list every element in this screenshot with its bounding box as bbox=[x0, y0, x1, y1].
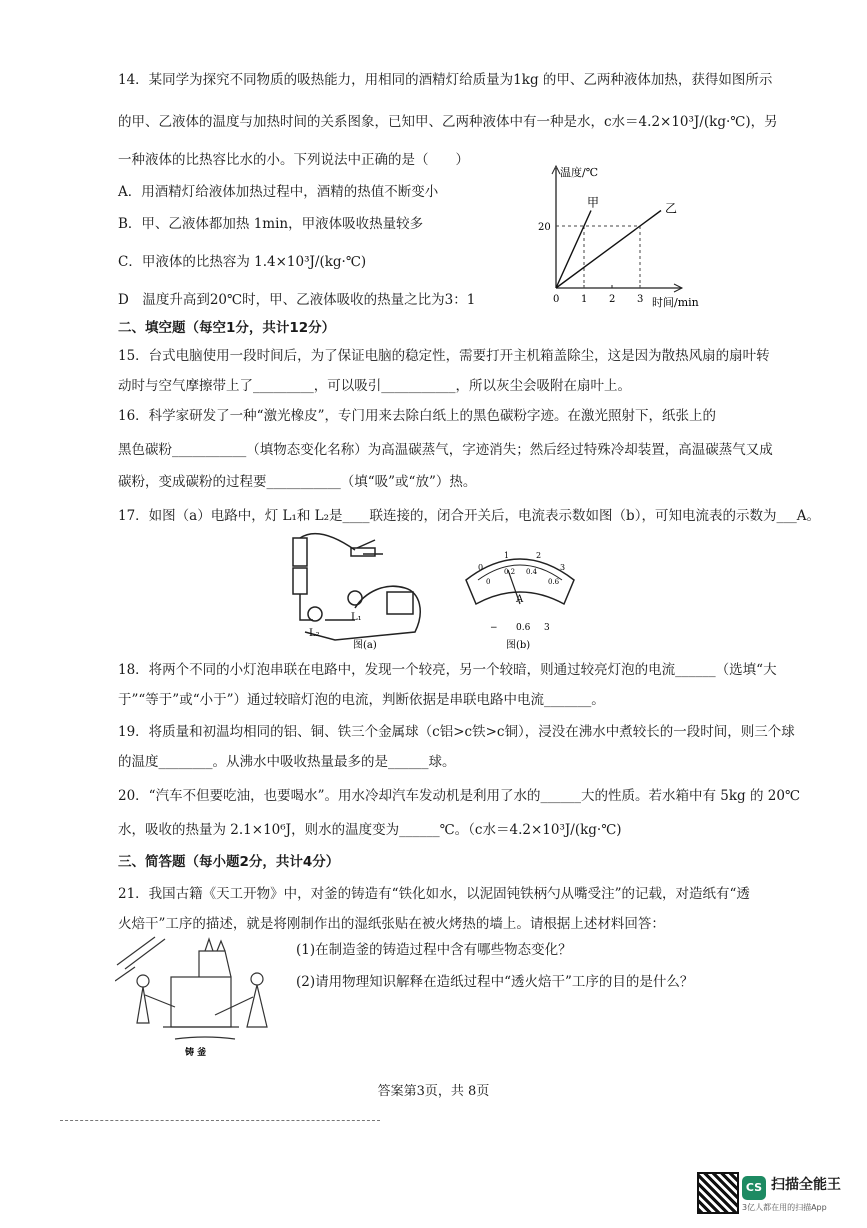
section-2-title: 二、填空题（每空1分，共计12分） bbox=[118, 320, 336, 336]
casting-illustration bbox=[115, 935, 290, 1060]
q14-option-a: A．用酒精灯给液体加热过程中，酒精的热值不断变小 bbox=[118, 184, 439, 200]
q16-line3: 碳粉，变成碳粉的过程要___________（填“吸”或“放”）热。 bbox=[118, 474, 477, 490]
battery-icon bbox=[293, 538, 307, 566]
ammeter-unit: A bbox=[516, 594, 524, 605]
figure-b-caption: 图(b) bbox=[506, 640, 531, 651]
worker-right-icon bbox=[251, 973, 263, 985]
camscanner-logo: CS bbox=[742, 1176, 766, 1200]
terminal-3: 3 bbox=[544, 623, 550, 633]
q15-line2: 动时与空气摩擦带上了_________，可以吸引___________，所以灰尘会吸附在扇叶上。 bbox=[118, 378, 631, 394]
q21-line1: 21．我国古籍《天工开物》中，对釜的铸造有“铁化如水，以泥固钝铁柄勺从嘴受注”的记载，对造纸有“透 bbox=[118, 886, 750, 902]
qr-code-icon bbox=[697, 1172, 739, 1214]
series-line-2 bbox=[556, 211, 661, 289]
q20-line1: 20．“汽车不但要吃油，也要喝水”。用水冷却汽车发动机是利用了水的______大的性质。若水箱中有 5kg 的 20℃ bbox=[118, 788, 801, 804]
q14-line2: 的甲、乙液体的温度与加热时间的关系图象，已知甲、乙两种液体中有一种是水，c水＝4.2×10³J/(kg·℃)，另 bbox=[118, 114, 778, 130]
q21-sub2: (2)请用物理知识解释在造纸过程中“透火焙干”工序的目的是什么？ bbox=[296, 974, 694, 990]
q14-option-c: C．甲液体的比热容为 1.4×10³J/(kg·℃) bbox=[118, 254, 367, 270]
ammeter-icon bbox=[387, 592, 413, 614]
q18-line2: 于”“等于”或“小于”）通过较暗灯泡的电流，判断依据是串联电路中电流_______。 bbox=[118, 692, 605, 708]
bottom-scale-3: 0.6 bbox=[548, 578, 560, 586]
top-scale-2: 2 bbox=[536, 551, 542, 560]
q14-option-b: B．甲、乙液体都加热 1min，甲液体吸收热量较多 bbox=[118, 216, 424, 232]
x-tick-label-1: 1 bbox=[581, 294, 588, 305]
q17-line1: 17．如图（a）电路中，灯 L₁和 L₂是____联连接的，闭合开关后，电流表示数如图（b），可知电流表的示数为___A。 bbox=[118, 508, 820, 524]
series-label-2: 乙 bbox=[665, 201, 678, 216]
top-scale-3: 3 bbox=[560, 563, 566, 572]
bulb-l1-label: L₁ bbox=[351, 612, 362, 623]
q16-line1: 16．科学家研发了一种“激光橡皮”，专门用来去除白纸上的黑色碳粉字迹。在激光照射下，纸张上的 bbox=[118, 408, 716, 424]
y-tick-label-20: 20 bbox=[538, 222, 551, 233]
q21-sub1: (1)在制造釜的铸造过程中含有哪些物态变化？ bbox=[296, 942, 572, 958]
worker-left-icon bbox=[137, 975, 149, 987]
q16-line2: 黑色碳粉___________（填物态变化名称）为高温碳蒸气，字迹消失；然后经过特殊冷却装置，高温碳蒸气又成 bbox=[118, 442, 773, 458]
temperature-time-chart bbox=[520, 160, 750, 310]
bulb-l2-label: L₂ bbox=[309, 628, 320, 639]
q15-line1: 15．台式电脑使用一段时间后，为了保证电脑的稳定性，需要打开主机箱盖除尘，这是因为散热风扇的扇叶转 bbox=[118, 348, 770, 364]
circuit-figure-a bbox=[285, 532, 435, 652]
bottom-dashed-line bbox=[60, 1120, 380, 1121]
terminal-negative: − bbox=[490, 623, 498, 633]
x-tick-label-3: 3 bbox=[637, 294, 644, 305]
x-tick-label-0: 0 bbox=[553, 294, 560, 305]
q14-line3: 一种液体的比热容比水的小。下列说法中正确的是（ ） bbox=[118, 152, 469, 168]
page-footer: 答案第3页，共 8页 bbox=[377, 1084, 490, 1099]
q21-line2: 火焙干”工序的描述，就是将刚制作出的湿纸张贴在被火烤热的墙上。请根据上述材料回答： bbox=[118, 916, 665, 932]
q14-option-d: D 温度升高到20℃时，甲、乙液体吸收的热量之比为3：1 bbox=[118, 292, 476, 308]
x-tick-label-2: 2 bbox=[609, 294, 616, 305]
top-scale-0: 0 bbox=[478, 563, 484, 572]
bottom-scale-2: 0.4 bbox=[526, 568, 538, 576]
section-3-title: 三、简答题（每小题2分，共计4分） bbox=[118, 854, 340, 870]
bottom-scale-0: 0 bbox=[486, 578, 491, 586]
camscanner-name: 扫描全能王 bbox=[771, 1177, 841, 1193]
series-line-1 bbox=[556, 211, 591, 289]
x-axis-label: 时间/min bbox=[652, 296, 699, 309]
figure-a-caption: 图(a) bbox=[353, 640, 377, 651]
ammeter-figure-b bbox=[460, 540, 580, 652]
terminal-0-6: 0.6 bbox=[516, 623, 531, 633]
bulb-l1-icon bbox=[348, 591, 362, 605]
bulb-l2-icon bbox=[308, 607, 322, 621]
top-scale-1: 1 bbox=[504, 551, 510, 560]
q19-line1: 19．将质量和初温均相同的铝、铜、铁三个金属球（c铝>c铁>c铜），浸没在沸水中煮较长的一段时间，则三个球 bbox=[118, 724, 795, 740]
q18-line1: 18．将两个不同的小灯泡串联在电路中，发现一个较亮，另一个较暗，则通过较亮灯泡的电流______（选填“大 bbox=[118, 662, 777, 678]
camscanner-tagline: 3亿人都在用的扫描App bbox=[742, 1203, 827, 1212]
y-axis-label: 温度/℃ bbox=[560, 166, 599, 179]
q19-line2: 的温度________。从沸水中吸收热量最多的是______球。 bbox=[118, 754, 456, 770]
series-label-1: 甲 bbox=[587, 195, 600, 210]
bottom-scale-1: 0.2 bbox=[504, 568, 516, 576]
illustration-caption: 铸 釜 bbox=[185, 1048, 207, 1058]
q14-line1: 14．某同学为探究不同物质的吸热能力，用相同的酒精灯给质量为1kg 的甲、乙两种液体加热，获得如图所示 bbox=[118, 72, 773, 88]
q20-line2: 水，吸收的热量为 2.1×10⁶J，则水的温度变为______℃。（c水＝4.2×10³J/(kg·℃) bbox=[118, 822, 622, 838]
